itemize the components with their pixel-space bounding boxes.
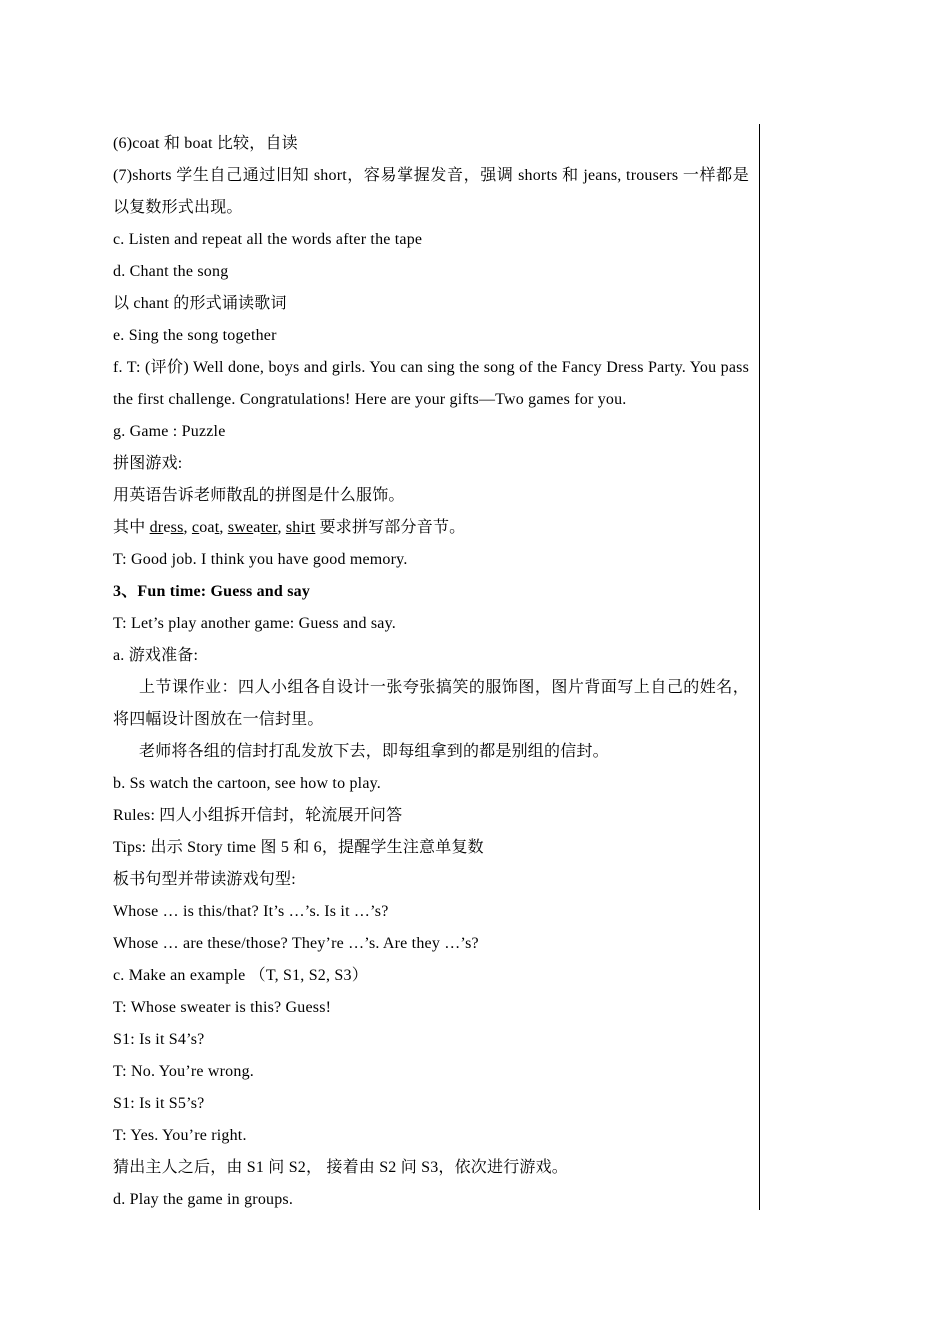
- step-chant: d. Chant the song: [113, 263, 229, 280]
- teacher-intro-game: T: Let’s play another game: Guess and say.: [113, 615, 396, 632]
- word-dress-part1: dr: [149, 519, 164, 536]
- word-shirt-part1: sh: [285, 519, 301, 536]
- word-shirt-part2: i: [300, 519, 306, 536]
- spelling-suffix: 要求拼写部分音节。: [315, 519, 466, 536]
- step-watch-cartoon: b. Ss watch the cartoon, see how to play.: [113, 775, 381, 792]
- lesson-content: [113, 128, 749, 1216]
- puzzle-instruction: 用英语告诉老师散乱的拼图是什么服饰。: [113, 487, 405, 504]
- pattern-singular: Whose … is this/that? It’s …’s. Is it …’s?: [113, 903, 389, 920]
- word-shirt-part3: rt: [305, 519, 316, 536]
- spelling-requirement: [113, 512, 749, 544]
- word-dress-part3: ss: [170, 519, 184, 536]
- game-rules: Rules: 四人小组拆开信封，轮流展开问答: [113, 807, 403, 824]
- chant-note: 以 chant 的形式诵读歌词: [113, 295, 287, 312]
- game-tips: Tips: 出示 Story time 图 5 和 6，提醒学生注意单复数: [113, 839, 484, 856]
- word-sweater-part1: swe: [227, 519, 254, 536]
- envelope-distribution: 老师将各组的信封打乱发放下去，即每组拿到的都是别组的信封。: [139, 743, 609, 760]
- dialogue-line: T: No. You’re wrong.: [113, 1063, 254, 1080]
- dialogue-line: T: Yes. You’re right.: [113, 1127, 247, 1144]
- section-heading-fun-time: 3、Fun time: Guess and say: [113, 583, 311, 600]
- step-coat-boat: (6)coat 和 boat 比较，自读: [113, 135, 298, 152]
- word-separator: ,: [183, 519, 192, 536]
- word-dress-part2: e: [163, 519, 171, 536]
- table-right-border: [759, 124, 760, 1210]
- word-coat-part3: t: [214, 519, 220, 536]
- step-make-example: c. Make an example （T, S1, S2, S3）: [113, 967, 368, 984]
- step-shorts: (7)shorts 学生自己通过旧知 short，容易掌握发音，强调 shorts 和 jeans, trousers 一样都是以复数形式出现。: [113, 167, 749, 216]
- step-play-in-groups: d. Play the game in groups.: [113, 1191, 294, 1208]
- word-sweater-part3: ter: [260, 519, 278, 536]
- word-separator: ,: [219, 519, 228, 536]
- step-listen-repeat: c. Listen and repeat all the words after the tape: [113, 231, 423, 248]
- teacher-praise: T: Good job. I think you have good memory.: [113, 551, 408, 568]
- blackboard-patterns-label: 板书句型并带读游戏句型:: [113, 871, 296, 888]
- game-preparation-label: a. 游戏准备:: [113, 647, 199, 664]
- dialogue-line: T: Whose sweater is this? Guess!: [113, 999, 332, 1016]
- puzzle-title: 拼图游戏:: [113, 455, 183, 472]
- step-evaluation: f. T: (评价) Well done, boys and girls. You can sing the song of the Fancy Dress Party. You pass the first challenge. Congratulations! Here are your gifts—Two games for you.: [113, 359, 749, 408]
- step-sing: e. Sing the song together: [113, 327, 277, 344]
- dialogue-line: S1: Is it S5’s?: [113, 1095, 205, 1112]
- step-game-puzzle: g. Game : Puzzle: [113, 423, 226, 440]
- word-coat-part1: c: [191, 519, 200, 536]
- homework-description: 上节课作业：四人小组各自设计一张夸张搞笑的服饰图，图片背面写上自己的姓名，将四幅设计图放在一信封里。: [113, 679, 749, 728]
- spelling-prefix: 其中: [113, 519, 150, 536]
- pattern-plural: Whose … are these/those? They’re …’s. Are they …’s?: [113, 935, 479, 952]
- word-separator: ,: [277, 519, 286, 536]
- word-sweater-part2: a: [253, 519, 261, 536]
- word-coat-part2: oa: [199, 519, 215, 536]
- dialogue-line: S1: Is it S4’s?: [113, 1031, 205, 1048]
- game-sequence-note: 猜出主人之后，由 S1 问 S2， 接着由 S2 问 S3，依次进行游戏。: [113, 1159, 568, 1176]
